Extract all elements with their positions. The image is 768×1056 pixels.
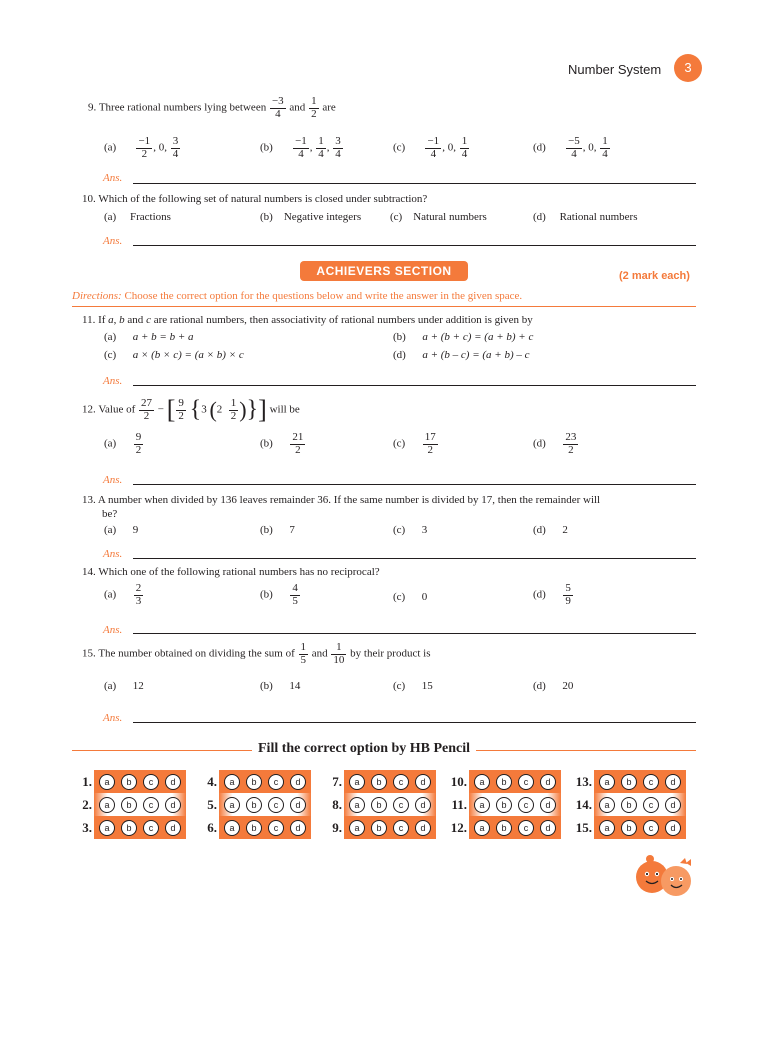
q12-option-b[interactable]: (b) $\frac{21}{2}$ bbox=[260, 431, 304, 456]
chapter-title: Number System bbox=[568, 62, 662, 77]
answer-label: Ans. bbox=[103, 624, 123, 636]
mascot-babies-icon bbox=[632, 850, 698, 900]
q10-option-d[interactable]: (d) Rational numbers bbox=[533, 211, 638, 223]
omr-bubble-c[interactable]: c bbox=[143, 774, 159, 790]
q14-option-c[interactable]: (c) 0 bbox=[393, 591, 428, 603]
question-14: 14. Which one of the following rational numbers has no reciprocal? bbox=[82, 566, 380, 578]
omr-question-cell bbox=[447, 816, 572, 839]
omr-bubble-a[interactable]: a bbox=[224, 774, 240, 790]
omr-bubble-a[interactable]: a bbox=[599, 820, 615, 836]
omr-bubble-c[interactable]: c bbox=[518, 797, 534, 813]
omr-bubble-b[interactable]: b bbox=[371, 797, 387, 813]
omr-bubble-a[interactable]: a bbox=[349, 820, 365, 836]
omr-bubble-a[interactable]: a bbox=[99, 774, 115, 790]
omr-bubble-a[interactable]: a bbox=[599, 774, 615, 790]
omr-bubble-b[interactable]: b bbox=[496, 797, 512, 813]
answer-line[interactable] bbox=[133, 484, 696, 485]
omr-bubble-d[interactable]: d bbox=[665, 820, 681, 836]
question-text: Three rational numbers lying between bbox=[98, 101, 267, 114]
omr-bubble-b[interactable]: b bbox=[371, 820, 387, 836]
q11-option-c[interactable]: (c) a × (b × c) = (a × b) × c bbox=[104, 349, 244, 361]
omr-bubble-group bbox=[94, 816, 186, 839]
omr-question-number: 15. bbox=[575, 819, 592, 835]
omr-bubble-a[interactable]: a bbox=[224, 820, 240, 836]
omr-bubble-c[interactable]: c bbox=[393, 820, 409, 836]
omr-bubble-b[interactable]: b bbox=[496, 774, 512, 790]
answer-line[interactable] bbox=[133, 183, 696, 184]
omr-question-number: 3. bbox=[82, 819, 92, 835]
omr-bubble-b[interactable]: b bbox=[246, 820, 262, 836]
answer-line[interactable] bbox=[133, 558, 696, 559]
omr-question-cell bbox=[322, 816, 447, 839]
q13-option-d[interactable]: (d) 2 bbox=[533, 524, 568, 536]
q15-option-d[interactable]: (d) 20 bbox=[533, 680, 574, 692]
omr-bubble-group bbox=[219, 816, 311, 839]
omr-question-number: 9. bbox=[332, 819, 342, 835]
q12-option-a[interactable]: (a) $\frac{9}{2}$ bbox=[104, 431, 142, 456]
omr-bubble-c[interactable]: c bbox=[143, 797, 159, 813]
omr-bubble-group bbox=[219, 793, 311, 816]
answer-label: Ans. bbox=[103, 375, 123, 387]
omr-bubble-c[interactable]: c bbox=[143, 820, 159, 836]
omr-bubble-a[interactable]: a bbox=[224, 797, 240, 813]
omr-question-cell bbox=[72, 793, 197, 816]
omr-bubble-c[interactable]: c bbox=[393, 774, 409, 790]
omr-bubble-d[interactable]: d bbox=[415, 797, 431, 813]
omr-question-number: 2. bbox=[82, 796, 92, 812]
omr-bubble-group bbox=[219, 770, 311, 793]
omr-bubble-d[interactable]: d bbox=[165, 797, 181, 813]
omr-bubble-c[interactable]: c bbox=[643, 797, 659, 813]
omr-bubble-a[interactable]: a bbox=[349, 774, 365, 790]
omr-bubble-a[interactable]: a bbox=[474, 797, 490, 813]
omr-bubble-group bbox=[469, 770, 561, 793]
question-10 bbox=[82, 193, 427, 205]
omr-row bbox=[72, 816, 696, 839]
omr-bubble-group bbox=[344, 816, 436, 839]
omr-bubble-a[interactable]: a bbox=[474, 774, 490, 790]
question-11: 11. If a, b and c are rational numbers, then associativity of rational numbers under addition is given by bbox=[82, 314, 533, 326]
omr-bubble-b[interactable]: b bbox=[621, 774, 637, 790]
omr-question-cell bbox=[572, 770, 696, 793]
omr-bubble-c[interactable]: c bbox=[268, 797, 284, 813]
q13-option-a[interactable]: (a) 9 bbox=[104, 524, 139, 536]
q9-option-d[interactable]: (d) $\frac{-5}{4}$ , 0, $\frac{1}{4}$ bbox=[533, 135, 608, 160]
q9-option-c[interactable]: (c) $\frac{-1}{4}$ , 0, $\frac{1}{4}$ bbox=[393, 135, 468, 160]
omr-bubble-d[interactable]: d bbox=[540, 797, 556, 813]
omr-bubble-d[interactable]: d bbox=[540, 774, 556, 790]
omr-question-number: 6. bbox=[207, 819, 217, 835]
omr-bubble-d[interactable]: d bbox=[665, 797, 681, 813]
question-15: 15. The number obtained on dividing the sum of $\frac{1}{5}$ and $\frac{1}{10}$ by their product is bbox=[82, 641, 431, 666]
omr-bubble-c[interactable]: c bbox=[518, 774, 534, 790]
page-number-badge: 3 bbox=[674, 54, 702, 82]
q9-option-b[interactable]: (b) $\frac{-1}{4}$ , $\frac{1}{4}$ , $\frac{3}{4}$ bbox=[260, 135, 341, 160]
q15-option-a[interactable]: (a) 12 bbox=[104, 680, 144, 692]
omr-bubble-group bbox=[94, 770, 186, 793]
omr-question-cell bbox=[197, 770, 322, 793]
directions: Directions: Choose the correct option for the questions below and write the answer in the given space. bbox=[72, 290, 523, 302]
omr-row bbox=[72, 793, 696, 816]
omr-bubble-group bbox=[594, 770, 686, 793]
omr-bubble-d[interactable]: d bbox=[290, 774, 306, 790]
omr-question-number: 13. bbox=[575, 773, 592, 789]
answer-label: Ans. bbox=[103, 474, 123, 486]
omr-question-number: 7. bbox=[332, 773, 342, 789]
fill-section-title: Fill the correct option by HB Pencil bbox=[252, 741, 476, 757]
omr-bubble-d[interactable]: d bbox=[165, 774, 181, 790]
omr-bubble-d[interactable]: d bbox=[290, 820, 306, 836]
q10-option-b[interactable]: (b) Negative integers bbox=[260, 211, 362, 223]
q14-option-b[interactable]: (b) $\frac{4}{5}$ bbox=[260, 582, 298, 607]
omr-question-number: 4. bbox=[207, 773, 217, 789]
question-number: 10. bbox=[82, 193, 96, 205]
omr-bubble-group bbox=[469, 793, 561, 816]
word-and: and bbox=[289, 101, 306, 114]
question-number: 9. bbox=[88, 101, 97, 114]
answer-line[interactable] bbox=[133, 245, 696, 246]
omr-bubble-d[interactable]: d bbox=[165, 820, 181, 836]
omr-bubble-b[interactable]: b bbox=[621, 820, 637, 836]
omr-bubble-a[interactable]: a bbox=[349, 797, 365, 813]
omr-bubble-b[interactable]: b bbox=[246, 774, 262, 790]
achievers-section-heading: ACHIEVERS SECTION bbox=[300, 261, 468, 281]
omr-row bbox=[72, 770, 696, 793]
q15-option-b[interactable]: (b) 14 bbox=[260, 680, 301, 692]
marks-note: (2 mark each) bbox=[619, 270, 690, 282]
omr-bubble-d[interactable]: d bbox=[665, 774, 681, 790]
omr-bubble-group bbox=[594, 793, 686, 816]
omr-bubble-b[interactable]: b bbox=[121, 820, 137, 836]
omr-question-number: 14. bbox=[575, 796, 592, 812]
question-13-cont: be? bbox=[102, 508, 118, 520]
omr-bubble-b[interactable]: b bbox=[246, 797, 262, 813]
omr-bubble-a[interactable]: a bbox=[99, 820, 115, 836]
q10-option-c[interactable]: (c) Natural numbers bbox=[390, 211, 487, 223]
q15-option-c[interactable]: (c) 15 bbox=[393, 680, 433, 692]
omr-bubble-b[interactable]: b bbox=[621, 797, 637, 813]
omr-question-number: 5. bbox=[207, 796, 217, 812]
omr-bubble-d[interactable]: d bbox=[415, 820, 431, 836]
omr-question-number: 12. bbox=[450, 819, 467, 835]
omr-question-cell bbox=[322, 770, 447, 793]
omr-question-cell bbox=[72, 816, 197, 839]
omr-bubble-group bbox=[94, 793, 186, 816]
q14-option-a[interactable]: (a) $\frac{2}{3}$ bbox=[104, 582, 142, 607]
question-text: Which of the following set of natural numbers is closed under subtraction? bbox=[98, 193, 428, 205]
q10-option-a[interactable]: (a) Fractions bbox=[104, 211, 171, 223]
answer-line[interactable] bbox=[133, 722, 696, 723]
word-are: are bbox=[322, 101, 336, 114]
fraction: $\frac{1}{2}$ bbox=[311, 95, 317, 120]
omr-bubble-a[interactable]: a bbox=[599, 797, 615, 813]
q12-option-d[interactable]: (d) $\frac{23}{2}$ bbox=[533, 431, 577, 456]
omr-question-cell bbox=[72, 770, 197, 793]
section-divider bbox=[72, 306, 696, 307]
omr-question-cell bbox=[197, 793, 322, 816]
omr-question-cell bbox=[447, 793, 572, 816]
answer-line[interactable] bbox=[133, 633, 696, 634]
omr-bubble-b[interactable]: b bbox=[121, 797, 137, 813]
omr-bubble-d[interactable]: d bbox=[290, 797, 306, 813]
omr-question-number: 1. bbox=[82, 773, 92, 789]
q14-option-d[interactable]: (d) $\frac{5}{9}$ bbox=[533, 582, 571, 607]
omr-bubble-c[interactable]: c bbox=[643, 820, 659, 836]
omr-question-number: 10. bbox=[450, 773, 467, 789]
answer-line[interactable] bbox=[133, 385, 696, 386]
q13-option-c[interactable]: (c) 3 bbox=[393, 524, 428, 536]
omr-bubble-d[interactable]: d bbox=[415, 774, 431, 790]
omr-bubble-c[interactable]: c bbox=[268, 820, 284, 836]
omr-question-number: 11. bbox=[451, 796, 467, 812]
omr-question-cell bbox=[572, 816, 696, 839]
omr-bubble-group bbox=[344, 793, 436, 816]
omr-bubble-c[interactable]: c bbox=[393, 797, 409, 813]
omr-bubble-group bbox=[469, 816, 561, 839]
omr-bubble-d[interactable]: d bbox=[540, 820, 556, 836]
omr-bubble-group bbox=[594, 816, 686, 839]
omr-answer-grid bbox=[72, 770, 696, 839]
omr-question-cell bbox=[572, 793, 696, 816]
omr-bubble-b[interactable]: b bbox=[121, 774, 137, 790]
answer-label: Ans. bbox=[103, 235, 123, 247]
omr-bubble-b[interactable]: b bbox=[371, 774, 387, 790]
omr-bubble-c[interactable]: c bbox=[268, 774, 284, 790]
omr-bubble-group bbox=[344, 770, 436, 793]
q9-option-a[interactable]: (a) $\frac{-1}{2}$ , 0, $\frac{3}{4}$ bbox=[104, 135, 179, 160]
q12-option-c[interactable]: (c) $\frac{17}{2}$ bbox=[393, 431, 436, 456]
question-13: 13. A number when divided by 136 leaves remainder 36. If the same number is divided by 17, then the remainder will bbox=[82, 494, 601, 506]
question-12: 12. Value of $\frac{27}{2}$ − [ $\frac{9}{2}$ {3 (2 $\frac{1}{2}$ )}] will be bbox=[82, 395, 300, 424]
omr-bubble-c[interactable]: c bbox=[643, 774, 659, 790]
q11-option-a[interactable]: (a) a + b = b + a bbox=[104, 331, 194, 343]
answer-label: Ans. bbox=[103, 548, 123, 560]
omr-question-cell bbox=[322, 793, 447, 816]
omr-bubble-a[interactable]: a bbox=[474, 820, 490, 836]
q11-option-b[interactable]: (b) a + (b + c) = (a + b) + c bbox=[393, 331, 534, 343]
question-9 bbox=[88, 96, 708, 120]
omr-bubble-b[interactable]: b bbox=[496, 820, 512, 836]
q13-option-b[interactable]: (b) 7 bbox=[260, 524, 295, 536]
answer-label: Ans. bbox=[103, 712, 123, 724]
omr-question-number: 8. bbox=[332, 796, 342, 812]
fraction: $\frac{-3}{4}$ bbox=[271, 95, 284, 120]
omr-bubble-a[interactable]: a bbox=[99, 797, 115, 813]
answer-label: Ans. bbox=[103, 172, 123, 184]
q11-option-d[interactable]: (d) a + (b – c) = (a + b) – c bbox=[393, 349, 530, 361]
omr-question-cell bbox=[197, 816, 322, 839]
omr-question-cell bbox=[447, 770, 572, 793]
omr-bubble-c[interactable]: c bbox=[518, 820, 534, 836]
